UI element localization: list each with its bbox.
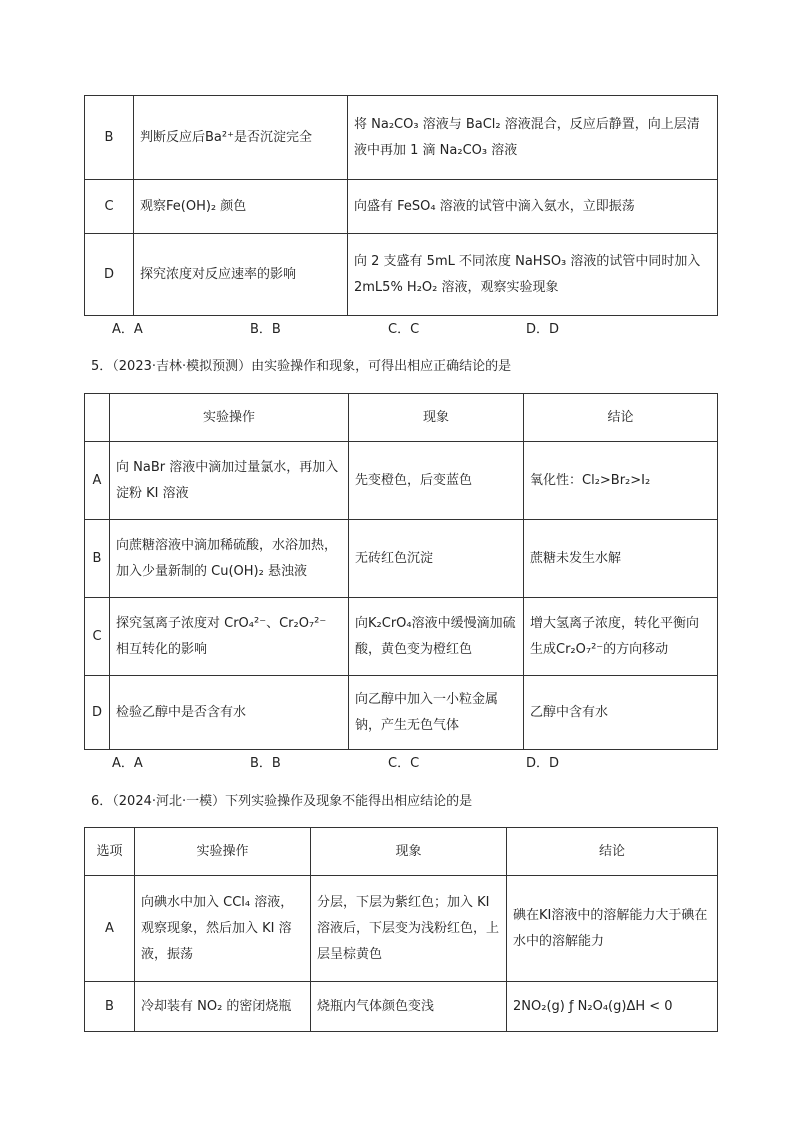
- question-5-title: 5．（2023·吉林·模拟预测）由实验操作和现象，可得出相应正确结论的是: [91, 359, 512, 374]
- phenomenon-cell: 向乙醇中加入一小粒金属钠，产生无色气体: [349, 676, 524, 750]
- experiment-purpose: 判断反应后Ba²⁺是否沉淀完全: [134, 96, 348, 180]
- experiment-method: 将 Na₂CO₃ 溶液与 BaCl₂ 溶液混合，反应后静置，向上层清液中再加 1 滴 Na₂CO₃ 溶液: [348, 96, 718, 180]
- table-top: [84, 95, 718, 316]
- row-label: B: [85, 520, 110, 598]
- header-cell: 结论: [524, 394, 718, 442]
- conclusion-cell: 增大氢离子浓度，转化平衡向生成Cr₂O₇²⁻的方向移动: [524, 598, 718, 676]
- table-row: [85, 676, 718, 750]
- header-cell: 现象: [311, 828, 507, 876]
- header-cell: 选项: [85, 828, 135, 876]
- operation-cell: 向 NaBr 溶液中滴加过量氯水，再加入淀粉 KI 溶液: [110, 442, 349, 520]
- table-row: [85, 96, 718, 180]
- row-label: B: [85, 96, 134, 180]
- table-row: [85, 982, 718, 1032]
- table-row: [85, 520, 718, 598]
- row-label: D: [85, 676, 110, 750]
- option-b[interactable]: B．B: [250, 322, 281, 337]
- table-row: [85, 598, 718, 676]
- conclusion-cell: 碘在KI溶液中的溶解能力大于碘在水中的溶解能力: [507, 876, 718, 982]
- table-q5: [84, 393, 718, 750]
- option-b[interactable]: B．B: [250, 756, 281, 771]
- phenomenon-cell: 向K₂CrO₄溶液中缓慢滴加硫酸，黄色变为橙红色: [349, 598, 524, 676]
- operation-cell: 冷却装有 NO₂ 的密闭烧瓶: [135, 982, 311, 1032]
- row-label: C: [85, 180, 134, 234]
- operation-cell: 向蔗糖溶液中滴加稀硫酸，水浴加热，加入少量新制的 Cu(OH)₂ 悬浊液: [110, 520, 349, 598]
- table-row: [85, 442, 718, 520]
- option-c[interactable]: C．C: [388, 322, 420, 337]
- option-a[interactable]: A．A: [112, 322, 143, 337]
- row-label: A: [85, 876, 135, 982]
- option-c[interactable]: C．C: [388, 756, 420, 771]
- header-cell: [85, 394, 110, 442]
- header-cell: 实验操作: [110, 394, 349, 442]
- option-a[interactable]: A．A: [112, 756, 143, 771]
- table-row: [85, 180, 718, 234]
- option-d[interactable]: D．D: [526, 756, 560, 771]
- option-d[interactable]: D．D: [526, 322, 560, 337]
- row-label: D: [85, 234, 134, 316]
- row-label: A: [85, 442, 110, 520]
- row-label: B: [85, 982, 135, 1032]
- experiment-purpose: 探究浓度对反应速率的影响: [134, 234, 348, 316]
- conclusion-cell: 乙醇中含有水: [524, 676, 718, 750]
- table-q6: [84, 827, 718, 1032]
- table-header-row: [85, 828, 718, 876]
- table-header-row: [85, 394, 718, 442]
- answer-options-2: [112, 752, 664, 771]
- header-cell: 现象: [349, 394, 524, 442]
- conclusion-cell: 2NO₂(g) ƒ N₂O₄(g)ΔH < 0: [507, 982, 718, 1032]
- operation-cell: 检验乙醇中是否含有水: [110, 676, 349, 750]
- row-label: C: [85, 598, 110, 676]
- question-6-title: 6．（2024·河北·一模）下列实验操作及现象不能得出相应结论的是: [91, 794, 473, 809]
- phenomenon-cell: 分层，下层为紫红色；加入 KI 溶液后，下层变为浅粉红色，上层呈棕黄色: [311, 876, 507, 982]
- operation-cell: 探究氢离子浓度对 CrO₄²⁻、Cr₂O₇²⁻ 相互转化的影响: [110, 598, 349, 676]
- conclusion-cell: 蔗糖未发生水解: [524, 520, 718, 598]
- conclusion-cell: 氧化性：Cl₂>Br₂>I₂: [524, 442, 718, 520]
- phenomenon-cell: 无砖红色沉淀: [349, 520, 524, 598]
- header-cell: 结论: [507, 828, 718, 876]
- phenomenon-cell: 烧瓶内气体颜色变浅: [311, 982, 507, 1032]
- table-row: [85, 876, 718, 982]
- operation-cell: 向碘水中加入 CCl₄ 溶液，观察现象，然后加入 KI 溶液，振荡: [135, 876, 311, 982]
- experiment-method: 向盛有 FeSO₄ 溶液的试管中滴入氨水，立即振荡: [348, 180, 718, 234]
- phenomenon-cell: 先变橙色，后变蓝色: [349, 442, 524, 520]
- table-row: [85, 234, 718, 316]
- answer-options-1: [112, 318, 664, 337]
- header-cell: 实验操作: [135, 828, 311, 876]
- experiment-method: 向 2 支盛有 5mL 不同浓度 NaHSO₃ 溶液的试管中同时加入 2mL5% H₂O₂ 溶液，观察实验现象: [348, 234, 718, 316]
- experiment-purpose: 观察Fe(OH)₂ 颜色: [134, 180, 348, 234]
